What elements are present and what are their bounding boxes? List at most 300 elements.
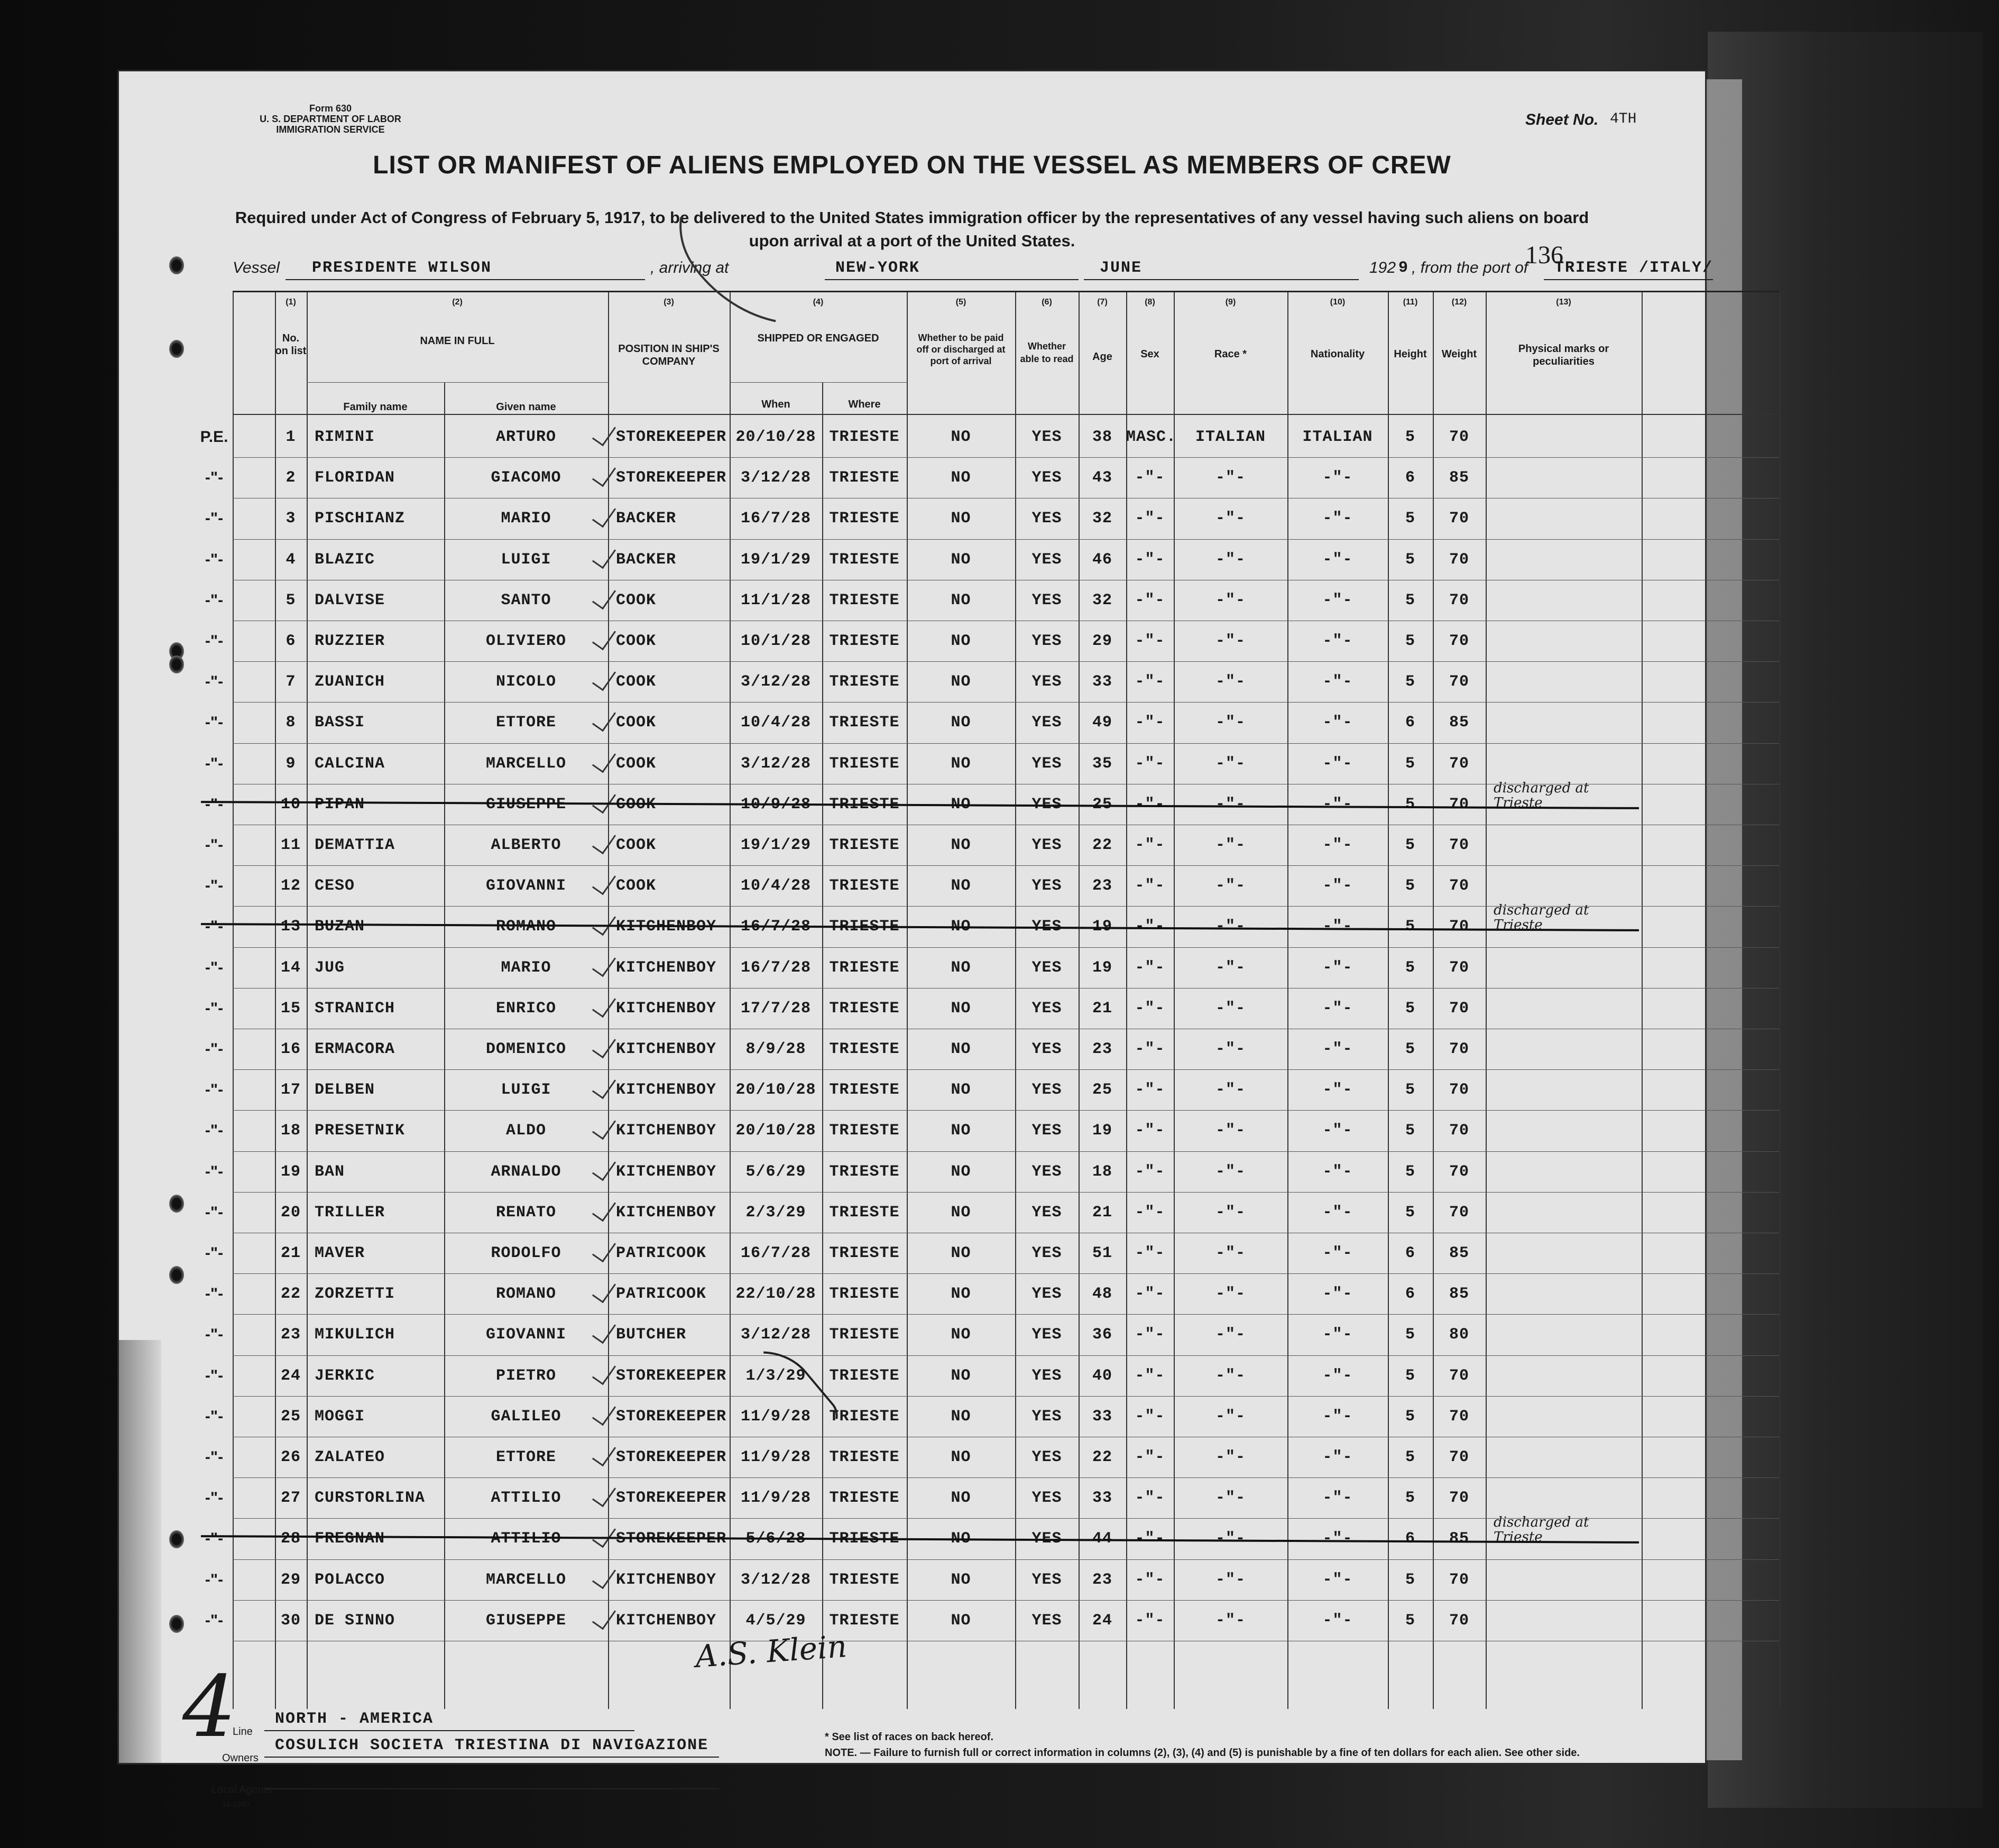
col-weight-header: Weight (1441, 348, 1477, 360)
shipped-when-cell: 11/1/28 (740, 591, 812, 609)
row-number-cell: 15 (280, 999, 301, 1018)
shipped-when-cell: 8/9/28 (745, 1040, 806, 1058)
age-cell: 19 (1092, 918, 1112, 936)
race-cell: ITALIAN (1195, 428, 1266, 446)
col-num-12: (12) (1451, 298, 1467, 307)
nationality-cell: -"- (1322, 1162, 1353, 1181)
shipped-where-cell: TRIESTE (829, 999, 900, 1018)
col-num-2: (2) (452, 298, 463, 307)
able-to-read-cell: YES (1031, 1407, 1062, 1426)
crew-table (200, 291, 1779, 1709)
sex-cell: -"- (1135, 510, 1165, 528)
row-number-cell: 26 (280, 1448, 301, 1466)
weight-cell: 70 (1449, 1448, 1469, 1466)
race-cell: -"- (1215, 1326, 1246, 1344)
sex-cell: -"- (1135, 591, 1165, 609)
shipped-where-cell: TRIESTE (829, 836, 900, 854)
height-cell: 5 (1405, 1162, 1415, 1181)
margin-mark: -"- (205, 795, 224, 813)
given-name-cell: MARIO (501, 510, 551, 528)
paid-off-cell: NO (951, 632, 971, 650)
table-row (200, 417, 1779, 457)
given-name-cell: ALBERTO (491, 836, 561, 854)
race-cell: -"- (1215, 1244, 1246, 1262)
weight-cell: 85 (1449, 1244, 1469, 1262)
col-num-11: (11) (1403, 298, 1418, 307)
family-name-cell: CURSTORLINA (315, 1489, 426, 1508)
margin-mark: -"- (205, 1611, 224, 1629)
punch-hole (169, 1195, 184, 1213)
weight-cell: 80 (1449, 1326, 1469, 1344)
margin-mark: P.E. (200, 428, 228, 446)
race-cell: -"- (1215, 1285, 1246, 1304)
shipped-when-cell: 10/1/28 (740, 632, 812, 650)
family-name-cell: DEMATTIA (315, 836, 395, 854)
position-cell: KITCHENBOY (616, 1040, 717, 1058)
paid-off-cell: NO (951, 1530, 971, 1548)
height-cell: 6 (1405, 469, 1415, 487)
able-to-read-cell: YES (1031, 754, 1062, 773)
weight-cell: 70 (1449, 754, 1469, 773)
shipped-when-cell: 10/4/28 (740, 877, 812, 895)
shipped-where-cell: TRIESTE (829, 1203, 900, 1222)
able-to-read-cell: YES (1031, 550, 1062, 569)
nationality-cell: -"- (1322, 1081, 1353, 1099)
col-shipped-header: SHIPPED OR ENGAGED (757, 332, 879, 344)
sex-cell: -"- (1135, 1366, 1165, 1385)
position-cell: BACKER (616, 510, 677, 528)
paid-off-cell: NO (951, 714, 971, 732)
margin-number: 4 (182, 1657, 236, 1756)
race-cell: -"- (1215, 469, 1246, 487)
nationality-cell: -"- (1322, 795, 1353, 814)
weight-cell: 70 (1449, 918, 1469, 936)
family-name-cell: DALVISE (315, 591, 385, 609)
able-to-read-cell: YES (1031, 591, 1062, 609)
age-cell: 32 (1092, 510, 1112, 528)
row-number-cell: 7 (285, 673, 296, 691)
stamped-page-number: 136 (1525, 241, 1563, 269)
sex-cell: -"- (1135, 1530, 1165, 1548)
weight-cell: 70 (1449, 428, 1469, 446)
col-where-header: Where (848, 399, 881, 410)
height-cell: 5 (1405, 918, 1415, 936)
row-number-cell: 30 (280, 1611, 301, 1630)
handwritten-remark: discharged at Trieste (1494, 902, 1589, 934)
row-number-cell: 2 (285, 469, 296, 487)
height-cell: 5 (1405, 1407, 1415, 1426)
race-cell: -"- (1215, 1040, 1246, 1058)
sex-cell: -"- (1135, 1203, 1165, 1222)
table-row (205, 1192, 1779, 1233)
sex-cell: -"- (1135, 877, 1165, 895)
family-name-cell: CALCINA (315, 754, 385, 773)
nationality-cell: -"- (1322, 1611, 1353, 1630)
col-position-header: POSITION IN SHIP'S COMPANY (618, 343, 720, 367)
sex-cell: -"- (1135, 1244, 1165, 1262)
family-name-cell: MIKULICH (315, 1326, 395, 1344)
col-num-3: (3) (664, 298, 674, 307)
paid-off-cell: NO (951, 469, 971, 487)
height-cell: 5 (1405, 1326, 1415, 1344)
nationality-cell: -"- (1322, 836, 1353, 854)
shipped-when-cell: 19/1/29 (740, 550, 812, 569)
row-number-cell: 14 (280, 958, 301, 977)
age-cell: 23 (1092, 877, 1112, 895)
able-to-read-cell: YES (1031, 1162, 1062, 1181)
shipped-where-cell: TRIESTE (829, 1040, 900, 1058)
race-cell: -"- (1215, 1530, 1246, 1548)
arrival-month: JUNE (1100, 259, 1143, 277)
sheet-label: Sheet No. (1525, 111, 1599, 128)
paid-off-cell: NO (951, 1285, 971, 1304)
race-cell: -"- (1215, 1448, 1246, 1466)
race-cell: -"- (1215, 550, 1246, 569)
able-to-read-cell: YES (1031, 1530, 1062, 1548)
shipped-where-cell: TRIESTE (829, 1081, 900, 1099)
able-to-read-cell: YES (1031, 1489, 1062, 1508)
given-name-cell: RODOLFO (491, 1244, 561, 1262)
table-row (205, 498, 1779, 539)
age-cell: 40 (1092, 1366, 1112, 1385)
shipped-where-cell: TRIESTE (829, 958, 900, 977)
given-name-cell: GIUSEPPE (485, 795, 567, 814)
margin-mark: -"- (205, 1122, 224, 1140)
paid-off-cell: NO (951, 918, 971, 936)
nationality-cell: -"- (1322, 1448, 1353, 1466)
row-number-cell: 9 (285, 754, 296, 773)
height-cell: 5 (1405, 550, 1415, 569)
able-to-read-cell: YES (1031, 999, 1062, 1018)
height-cell: 5 (1405, 1489, 1415, 1508)
shipped-where-cell: TRIESTE (829, 918, 900, 936)
nationality-cell: -"- (1322, 510, 1353, 528)
margin-mark: -"- (205, 714, 224, 732)
shipped-when-cell: 3/12/28 (740, 469, 812, 487)
position-cell: STOREKEEPER (616, 1489, 727, 1508)
shipped-when-cell: 3/12/28 (740, 754, 812, 773)
family-name-cell: FLORIDAN (315, 469, 395, 487)
table-row (205, 1600, 1779, 1641)
departure-port: TRIESTE /ITALY/ (1554, 259, 1714, 277)
given-name-cell: ARTURO (495, 428, 557, 446)
nationality-cell: -"- (1322, 632, 1353, 650)
nationality-cell: -"- (1322, 1530, 1353, 1548)
nationality-cell: -"- (1322, 1407, 1353, 1426)
punch-hole (169, 655, 184, 673)
age-cell: 33 (1092, 1489, 1112, 1508)
age-cell: 21 (1092, 999, 1112, 1018)
race-cell: -"- (1215, 958, 1246, 977)
sex-cell: -"- (1135, 1122, 1165, 1140)
age-cell: 22 (1092, 1448, 1112, 1466)
paid-off-cell: NO (951, 795, 971, 814)
vessel-name: PRESIDENTE WILSON (312, 259, 492, 277)
margin-mark: -"- (205, 591, 224, 609)
sex-cell: -"- (1135, 1162, 1165, 1181)
given-name-cell: LUIGI (501, 550, 551, 569)
position-cell: BACKER (616, 550, 677, 569)
line-label: Line (233, 1726, 253, 1738)
age-cell: 48 (1092, 1285, 1112, 1304)
able-to-read-cell: YES (1031, 1040, 1062, 1058)
sex-cell: -"- (1135, 836, 1165, 854)
table-row (205, 621, 1779, 661)
col-num-9: (9) (1225, 298, 1236, 307)
sex-cell: -"- (1135, 550, 1165, 569)
paid-off-cell: NO (951, 1570, 971, 1589)
family-name-cell: MOGGI (315, 1407, 365, 1426)
shipped-when-cell: 2/3/29 (745, 1203, 806, 1222)
weight-cell: 70 (1449, 1081, 1469, 1099)
race-cell: -"- (1215, 836, 1246, 854)
row-number-cell: 6 (285, 632, 296, 650)
sex-cell: -"- (1135, 714, 1165, 732)
position-cell: KITCHENBOY (616, 958, 717, 977)
shipped-when-cell: 16/7/28 (740, 1244, 812, 1262)
margin-mark: -"- (205, 836, 224, 854)
race-cell: -"- (1215, 795, 1246, 814)
shipped-when-cell: 3/12/28 (740, 1570, 812, 1589)
shipped-where-cell: TRIESTE (829, 1122, 900, 1140)
page-curl (119, 1340, 161, 1763)
paid-off-cell: NO (951, 550, 971, 569)
manifest-page (119, 71, 1714, 1808)
sex-cell: -"- (1135, 999, 1165, 1018)
shipped-when-cell: 16/7/28 (740, 958, 812, 977)
paid-off-cell: NO (951, 836, 971, 854)
sex-cell: -"- (1135, 1611, 1165, 1630)
given-name-cell: GIACOMO (491, 469, 561, 487)
row-number-cell: 4 (285, 550, 296, 569)
race-cell: -"- (1215, 510, 1246, 528)
col-when-header: When (761, 399, 790, 410)
position-cell: KITCHENBOY (616, 1570, 717, 1589)
age-cell: 18 (1092, 1162, 1112, 1181)
race-cell: -"- (1215, 1162, 1246, 1181)
paid-off-cell: NO (951, 1244, 971, 1262)
able-to-read-cell: YES (1031, 1244, 1062, 1262)
height-cell: 5 (1405, 836, 1415, 854)
family-name-cell: RUZZIER (315, 632, 385, 650)
shipped-where-cell: TRIESTE (829, 1285, 900, 1304)
weight-cell: 85 (1449, 714, 1469, 732)
able-to-read-cell: YES (1031, 1611, 1062, 1630)
shipped-when-cell: 19/1/29 (740, 836, 812, 854)
table-row (205, 1273, 1779, 1314)
shipped-when-cell: 17/7/28 (740, 999, 812, 1018)
able-to-read-cell: YES (1031, 510, 1062, 528)
row-number-cell: 11 (280, 836, 301, 854)
sex-cell: -"- (1135, 958, 1165, 977)
nationality-cell: -"- (1322, 1285, 1353, 1304)
position-cell: STOREKEEPER (616, 1448, 727, 1466)
given-name-cell: ETTORE (495, 714, 557, 732)
shipped-where-cell: TRIESTE (829, 1489, 900, 1508)
weight-cell: 70 (1449, 1040, 1469, 1058)
margin-mark: -"- (205, 1244, 224, 1262)
handwritten-remark: discharged at Trieste (1494, 780, 1589, 811)
family-name-cell: DE SINNO (315, 1611, 395, 1630)
given-name-cell: GIOVANNI (485, 1326, 567, 1344)
family-name-cell: RIMINI (315, 428, 375, 446)
page-subtitle: Required under Act of Congress of February 5, 1917, to be delivered to the United States immigration officer by the representatives of any vessel having such aliens on board upon arrival at a port of the United States. (235, 208, 1589, 250)
sex-cell: -"- (1135, 673, 1165, 691)
shipped-where-cell: TRIESTE (829, 428, 900, 446)
row-number-cell: 24 (280, 1366, 301, 1385)
shipped-where-cell: TRIESTE (829, 1366, 900, 1385)
sex-cell: -"- (1135, 1285, 1165, 1304)
arriving-label: , arriving at (650, 259, 729, 276)
height-cell: 5 (1405, 754, 1415, 773)
weight-cell: 85 (1449, 469, 1469, 487)
given-name-cell: ETTORE (495, 1448, 557, 1466)
able-to-read-cell: YES (1031, 958, 1062, 977)
height-cell: 5 (1405, 877, 1415, 895)
height-cell: 6 (1405, 1244, 1415, 1262)
age-cell: 51 (1092, 1244, 1112, 1262)
row-number-cell: 19 (280, 1162, 301, 1181)
margin-mark: -"- (205, 877, 224, 895)
shipped-where-cell: TRIESTE (829, 591, 900, 609)
able-to-read-cell: YES (1031, 1081, 1062, 1099)
able-to-read-cell: YES (1031, 1285, 1062, 1304)
margin-mark: -"- (205, 1081, 224, 1099)
col-num-10: (10) (1330, 298, 1346, 307)
margin-mark: -"- (205, 1203, 224, 1221)
weight-cell: 85 (1449, 1530, 1469, 1548)
line-value: NORTH - AMERICA (275, 1710, 434, 1728)
weight-cell: 70 (1449, 1407, 1469, 1426)
shipped-when-cell: 3/12/28 (740, 673, 812, 691)
shipped-when-cell: 20/10/28 (735, 428, 816, 446)
shipped-when-cell: 11/9/28 (740, 1489, 812, 1508)
vessel-label: Vessel (233, 259, 280, 276)
race-cell: -"- (1215, 1489, 1246, 1508)
paid-off-cell: NO (951, 428, 971, 446)
shipped-where-cell: TRIESTE (829, 795, 900, 814)
family-name-cell: TRILLER (315, 1203, 385, 1222)
signature-scribble: A.S. Klein (694, 1628, 849, 1675)
able-to-read-cell: YES (1031, 918, 1062, 936)
position-cell: KITCHENBOY (616, 1203, 717, 1222)
table-row (205, 457, 1779, 498)
able-to-read-cell: YES (1031, 795, 1062, 814)
nationality-cell: -"- (1322, 550, 1353, 569)
height-cell: 5 (1405, 1081, 1415, 1099)
paid-off-cell: NO (951, 754, 971, 773)
weight-cell: 70 (1449, 632, 1469, 650)
weight-cell: 70 (1449, 510, 1469, 528)
given-name-cell: OLIVIERO (485, 632, 567, 650)
paid-off-cell: NO (951, 591, 971, 609)
row-number-cell: 10 (280, 795, 301, 814)
row-number-cell: 22 (280, 1285, 301, 1304)
weight-cell: 70 (1449, 1570, 1469, 1589)
race-cell: -"- (1215, 1081, 1246, 1099)
family-name-cell: POLACCO (315, 1570, 385, 1589)
able-to-read-cell: YES (1031, 1570, 1062, 1589)
able-to-read-cell: YES (1031, 836, 1062, 854)
row-number-cell: 20 (280, 1203, 301, 1222)
shipped-when-cell: 10/4/28 (740, 714, 812, 732)
nationality-cell: -"- (1322, 918, 1353, 936)
table-row (205, 661, 1779, 702)
given-name-cell: GALILEO (491, 1407, 561, 1426)
weight-cell: 70 (1449, 1122, 1469, 1140)
position-cell: STOREKEEPER (616, 1407, 727, 1426)
race-cell: -"- (1215, 591, 1246, 609)
race-cell: -"- (1215, 1203, 1246, 1222)
family-name-cell: ZORZETTI (315, 1285, 395, 1304)
col-marks-header: Physical marks or peculiarities (1518, 343, 1609, 367)
table-row (205, 580, 1779, 621)
shipped-when-cell: 20/10/28 (735, 1081, 816, 1099)
row-number-cell: 13 (280, 918, 301, 936)
race-cell: -"- (1215, 632, 1246, 650)
punch-hole (169, 1615, 184, 1633)
shipped-where-cell: TRIESTE (829, 1448, 900, 1466)
paid-off-cell: NO (951, 1040, 971, 1058)
given-name-cell: MARIO (501, 958, 551, 977)
margin-mark: -"- (205, 1530, 224, 1548)
sex-cell: -"- (1135, 918, 1165, 936)
sex-cell: -"- (1135, 1489, 1165, 1508)
position-cell: KITCHENBOY (616, 1081, 717, 1099)
position-cell: KITCHENBOY (616, 1611, 717, 1630)
col-num-1: (1) (285, 298, 296, 307)
margin-mark: -"- (205, 1407, 224, 1425)
row-number-cell: 1 (285, 428, 296, 446)
age-cell: 36 (1092, 1326, 1112, 1344)
margin-mark: -"- (205, 673, 224, 691)
family-name-cell: BASSI (315, 714, 365, 732)
position-cell: PATRICOOK (616, 1244, 707, 1262)
sex-cell: -"- (1135, 754, 1165, 773)
margin-mark: -"- (205, 1162, 224, 1180)
col-age-header: Age (1092, 351, 1112, 363)
races-note: * See list of races on back hereof. (825, 1731, 994, 1743)
family-name-cell: JUG (315, 958, 345, 977)
given-name-cell: SANTO (501, 591, 551, 609)
weight-cell: 70 (1449, 958, 1469, 977)
given-name-cell: GIUSEPPE (485, 1611, 567, 1630)
margin-mark: -"- (205, 1489, 224, 1507)
position-cell: KITCHENBOY (616, 1162, 717, 1181)
given-name-cell: DOMENICO (485, 1040, 567, 1058)
punch-hole (169, 256, 184, 274)
shipped-when-cell: 3/12/28 (740, 1326, 812, 1344)
paid-off-cell: NO (951, 999, 971, 1018)
nationality-cell: -"- (1322, 1489, 1353, 1508)
shipped-when-cell: 11/9/28 (740, 1407, 812, 1426)
shipped-when-cell: 20/10/28 (735, 1122, 816, 1140)
margin-mark: -"- (205, 469, 224, 487)
age-cell: 23 (1092, 1570, 1112, 1589)
margin-mark: -"- (205, 1040, 224, 1058)
table-row (205, 1029, 1779, 1069)
page-title: LIST OR MANIFEST OF ALIENS EMPLOYED ON THE VESSEL AS MEMBERS OF CREW (373, 151, 1451, 179)
given-name-cell: ATTILIO (491, 1530, 561, 1548)
table-row (205, 702, 1779, 743)
family-name-cell: FREGNAN (315, 1530, 385, 1548)
paid-off-cell: NO (951, 510, 971, 528)
height-cell: 5 (1405, 999, 1415, 1018)
able-to-read-cell: YES (1031, 714, 1062, 732)
family-name-cell: STRANICH (315, 999, 395, 1018)
form-number: Form 630 (309, 103, 352, 114)
col-race-header: Race * (1214, 348, 1247, 360)
